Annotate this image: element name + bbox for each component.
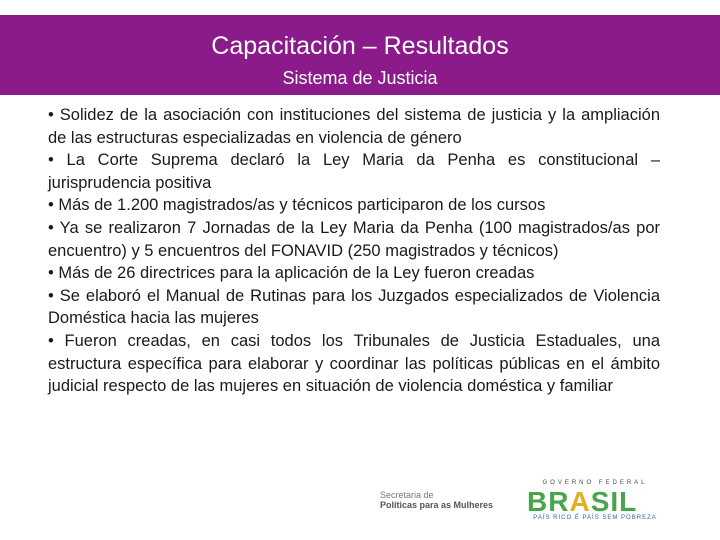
bullet-item: • Más de 26 directrices para la aplicación de la Ley fueron creadas — [48, 264, 535, 283]
slide-subtitle: Sistema de Justicia — [282, 68, 438, 88]
bullet-item: • Fueron creadas, en casi todos los Tribunales de Justicia Estaduales, una estructura específica para elaborar y coordinar las políticas públicas en el ámbito judicial respecto de las mujeres en situación de violencia doméstica y familiar — [48, 331, 660, 396]
bullet-item: • Se elaboró el Manual de Rutinas para los Juzgados especializados de Violencia Doméstica hacia las mujeres — [48, 286, 660, 328]
brasil-wordmark-a: A — [569, 486, 591, 517]
bullet-item: • Solidez de la asociación con instituciones del sistema de justicia y la ampliación de las estructuras especializadas en violencia de género — [48, 106, 660, 147]
brasil-wordmark-part: BR — [527, 486, 570, 517]
brasil-tagline: PAÍS RICO É PAÍS SEM POBREZA — [533, 515, 657, 521]
bullet-item: • La Corte Suprema declaró la Ley Maria da Penha es constitucional – jurisprudencia positiva — [48, 151, 660, 192]
governo-federal-logo — [525, 480, 665, 522]
brasil-wordmark-part: SIL — [590, 486, 638, 517]
secretaria-line2: Políticas para as Mulheres — [380, 500, 494, 510]
title-banner — [0, 15, 720, 95]
bullet-item: • Más de 1.200 magistrados/as y técnicos participaron de los cursos — [48, 196, 546, 215]
slide-title: Capacitación – Resultados — [211, 32, 509, 60]
bullet-item: • Ya se realizaron 7 Jornadas de la Ley Maria da Penha (100 magistrados/as por encuentro) y 5 encuentros del FONAVID (250 magistrados y técnicos) — [48, 218, 660, 260]
governo-federal-label: GOVERNO FEDERAL — [542, 480, 648, 486]
secretaria-logo — [380, 490, 510, 510]
secretaria-line1: Secretaria de — [380, 490, 434, 500]
bullet-list — [48, 104, 660, 398]
brasil-wordmark — [527, 486, 637, 518]
